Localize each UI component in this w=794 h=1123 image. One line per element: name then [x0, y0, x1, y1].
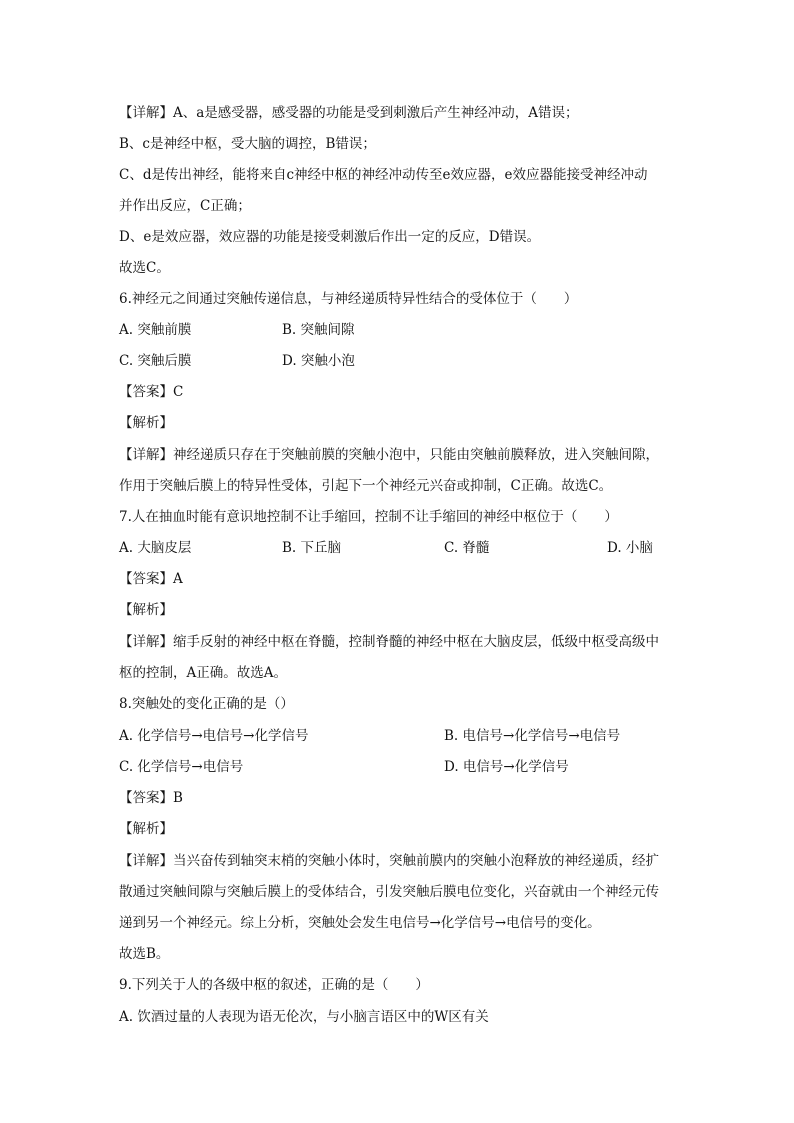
- q5-detail-line-4: 并作出反应，C正确；: [119, 198, 251, 214]
- q6-option-d: D. 突触小泡: [282, 353, 355, 369]
- q7-option-c: C. 脊髓: [444, 540, 490, 556]
- q6-option-b: B. 突触间隙: [282, 322, 355, 338]
- q7-detail-line-2: 枢的控制，A正确。故选A。: [119, 665, 287, 681]
- q8-option-d: D. 电信号→化学信号: [444, 759, 569, 775]
- q6-analysis-heading: 【解析】: [119, 415, 173, 431]
- q8-option-b: B. 电信号→化学信号→电信号: [444, 728, 621, 744]
- q5-detail-line-2: B、c是神经中枢，受大脑的调控，B错误；: [119, 136, 376, 152]
- q7-option-b: B. 下丘脑: [282, 540, 342, 556]
- q7-answer: 【答案】A: [119, 571, 183, 587]
- q7-stem: 7.人在抽血时能有意识地控制不让手缩回，控制不让手缩回的神经中枢位于（ ）: [119, 509, 618, 525]
- q5-detail-line-5: D、e是效应器，效应器的功能是接受刺激后作出一定的反应，D错误。: [119, 229, 541, 245]
- q7-analysis-heading: 【解析】: [119, 602, 173, 618]
- q6-detail-line-2: 作用于突触后膜上的特异性受体，引起下一个神经元兴奋或抑制，C正确。故选C。: [119, 478, 613, 494]
- q7-detail-line-1: 【详解】缩手反射的神经中枢在脊髓，控制脊髓的神经中枢在大脑皮层，低级中枢受高级中: [119, 634, 659, 650]
- q7-option-d: D. 小脑: [607, 540, 653, 556]
- q9-stem: 9.下列关于人的各级中枢的叙述，正确的是（ ）: [119, 977, 429, 993]
- q8-stem: 8.突触处的变化正确的是（）: [119, 696, 294, 712]
- q8-detail-line-1: 【详解】当兴奋传到轴突末梢的突触小体时，突触前膜内的突触小泡释放的神经递质，经扩: [119, 853, 659, 869]
- q5-detail-line-1: 【详解】A、a是感受器，感受器的功能是受到刺激后产生神经冲动，A错误；: [119, 105, 579, 121]
- q5-conclusion: 故选C。: [119, 260, 170, 276]
- q8-detail-line-2: 散通过突触间隙与突触后膜上的受体结合，引发突触后膜电位变化，兴奋就由一个神经元传: [119, 884, 659, 900]
- q8-analysis-heading: 【解析】: [119, 821, 173, 837]
- q9-option-a: A. 饮酒过量的人表现为语无伦次，与小脑言语区中的W区有关: [119, 1009, 489, 1025]
- q8-option-a: A. 化学信号→电信号→化学信号: [119, 728, 309, 744]
- q6-option-a: A. 突触前膜: [119, 322, 192, 338]
- q8-option-c: C. 化学信号→电信号: [119, 759, 244, 775]
- q6-stem: 6.神经元之间通过突触传递信息，与神经递质特异性结合的受体位于（ ）: [119, 291, 578, 307]
- q6-answer: 【答案】C: [119, 384, 184, 400]
- q8-answer: 【答案】B: [119, 790, 183, 806]
- q6-detail-line-1: 【详解】神经递质只存在于突触前膜的突触小泡中，只能由突触前膜释放，进入突触间隙，: [119, 447, 659, 463]
- q8-detail-line-3: 递到另一个神经元。综上分析，突触处会发生电信号→化学信号→电信号的变化。: [119, 915, 601, 931]
- q8-conclusion: 故选B。: [119, 946, 170, 962]
- q6-option-c: C. 突触后膜: [119, 353, 192, 369]
- q5-detail-line-3: C、d是传出神经，能将来自c神经中枢的神经冲动传至e效应器，e效应器能接受神经冲动: [119, 167, 648, 183]
- q7-option-a: A. 大脑皮层: [119, 540, 192, 556]
